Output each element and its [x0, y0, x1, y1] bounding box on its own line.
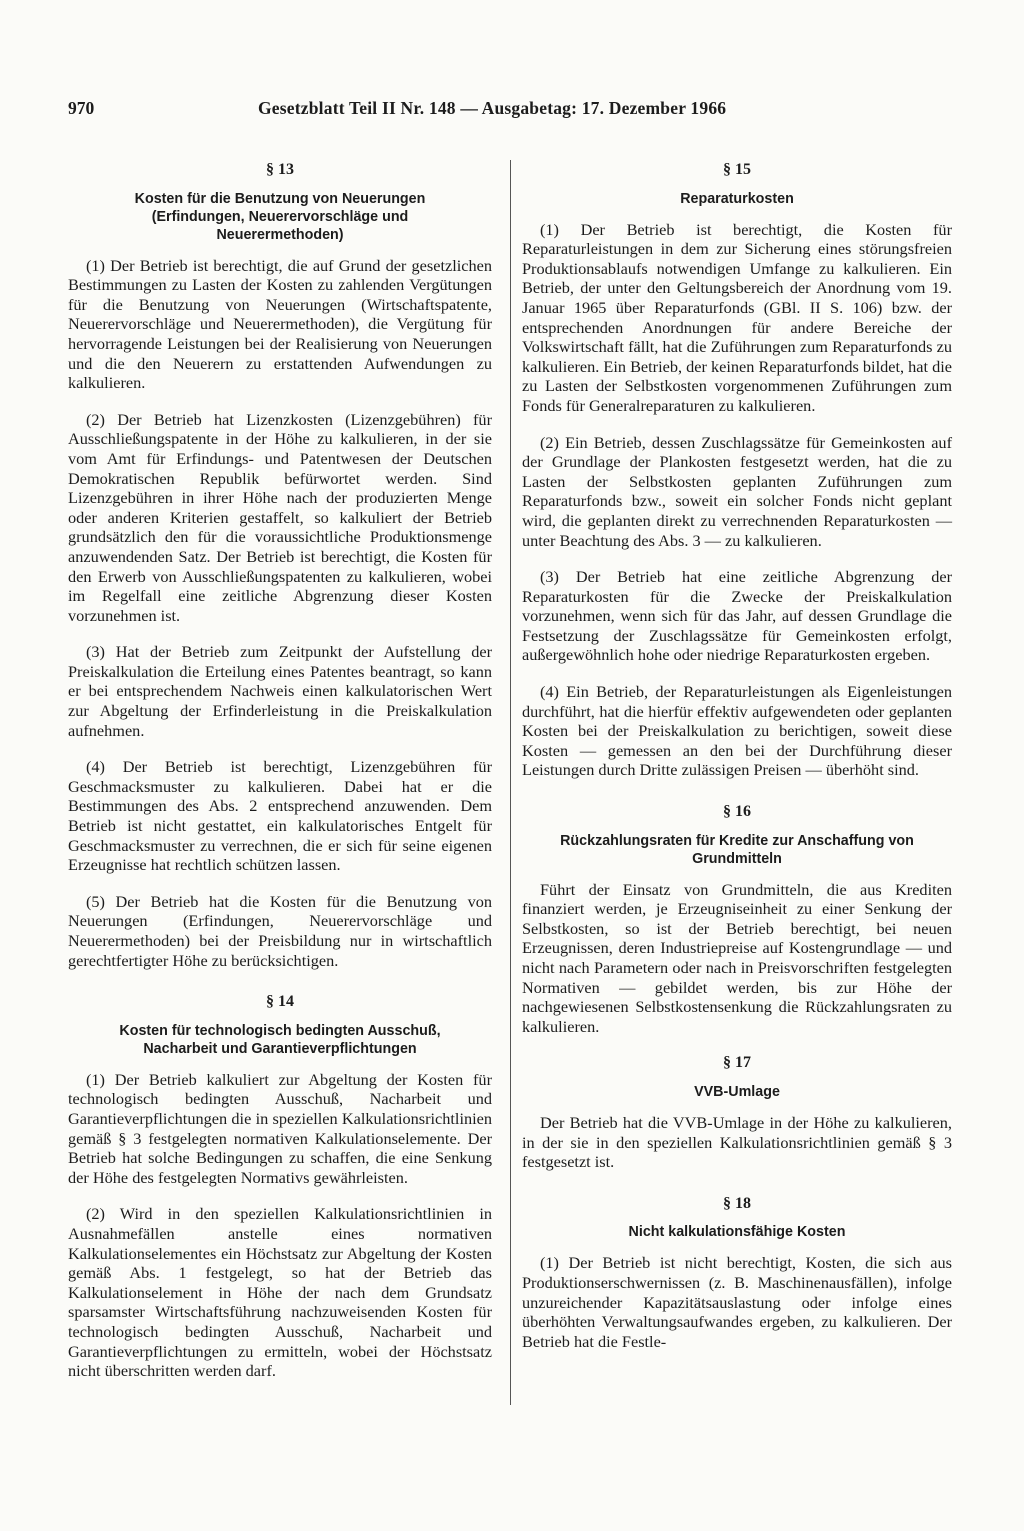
section-13-paragraph-2: (2) Der Betrieb hat Lizenzkosten (Lizenzgebühren) für Ausschließungspatente in der Höhe zu kalkulieren, in der sie vom Amt für Erfindungs- und Patentwesen der Deutschen Demokratischen Republik befürwortet werden. Sind Lizenzgebühren in ihrer Höhe nach der produzierten Menge oder anderen Kriterien gestaffelt, so kalkuliert der Betrieb grundsätzlich den für die voraussichtliche Produktionsmenge anzuwendenden Satz. Der Betrieb ist berechtigt, die Kosten für den Erwerb von Ausschließungspatenten zu kalkulieren, wobei im Regelfall eine zeitliche Abgrenzung dieser Kosten vorzunehmen ist.: [68, 409, 492, 625]
section-16-number: § 16: [723, 803, 751, 821]
column-divider: [510, 160, 511, 1405]
section-17-number: § 17: [723, 1054, 751, 1072]
section-15-paragraph-4: (4) Ein Betrieb, der Reparaturleistungen als Eigenleistungen durchführt, hat die hierfür effektiv aufgewendeten oder geplanten Kosten bei der Preiskalkulation zu berichtigen, soweit diese Kosten — gemessen an den bei der Durchführung dieser Leistungen durch Dritte zulässigen Preisen — überhöht sind.: [522, 682, 952, 780]
section-15-number: § 15: [723, 161, 751, 178]
section-17-paragraph-1: Der Betrieb hat die VVB-Umlage in der Höhe zu kalkulieren, in der sie in den speziellen Kalkulationsrichtlinien gemäß § 3 festgesetzt ist.: [522, 1112, 952, 1172]
running-head: Gesetzblatt Teil II Nr. 148 — Ausgabetag: 17. Dezember 1966: [258, 98, 727, 118]
section-15-title: Reparaturkosten: [680, 190, 794, 207]
section-13-number: § 13: [266, 161, 294, 178]
section-13-paragraph-5: (5) Der Betrieb hat die Kosten für die Benutzung von Neuerungen (Erfindungen, Neuerervorschläge und Neuerermethoden) bei der Preisbildung nur in wirtschaftlich gerechtfertigter Höhe zu berücksichtigen.: [68, 891, 492, 970]
section-13-paragraph-1: (1) Der Betrieb ist berechtigt, die auf Grund der gesetzlichen Bestimmungen zu Lasten der Kosten zu zahlenden Vergütungen für die Benutzung von Neuerungen (Wirtschaftspatente, Neuerervorschläge und Neuerermethoden), die Vergütung für hervorragende Leistungen bei der Realisierung von Neuerungen und die den Neuerern zu erstattenden Aufwendungen zu kalkulieren.: [68, 255, 492, 393]
left-column: [68, 160, 492, 1398]
section-15-paragraph-3: (3) Der Betrieb hat eine zeitliche Abgrenzung der Reparaturkosten für die Zwecke der Preiskalkulation vorzunehmen, wenn sich für das Jahr, auf dessen Grundlage die Festsetzung der Zuschlagssätze für Gemeinkosten erfolgt, außergewöhnlich hohe oder niedrige Reparaturkosten ergeben.: [522, 567, 952, 665]
section-17-title: VVB-Umlage: [694, 1083, 780, 1100]
section-15-paragraph-2: (2) Ein Betrieb, dessen Zuschlagssätze für Gemeinkosten auf der Grundlage der Plankosten festgesetzt werden, hat die zu Lasten der Selbstkosten geplanten Zuführungen zum Reparaturfonds bzw., soweit ein solcher Fonds nicht geplant wird, die geplanten direkt zu verrechnenden Reparaturkosten — unter Beachtung des Abs. 3 — zu kalkulieren.: [522, 432, 952, 550]
section-18-paragraph-1: (1) Der Betrieb ist nicht berechtigt, Kosten, die sich aus Produktionserschwernissen (z. B. Maschinenausfällen), infolge unzureichender Kapazitätsauslastung oder infolge eines überhöhten Verwaltungsaufwandes ergeben, zu kalkulieren. Der Betrieb hat die Festle-: [522, 1253, 952, 1351]
section-13-paragraph-3: (3) Hat der Betrieb zum Zeitpunkt der Aufstellung der Preiskalkulation die Erteilung eines Patentes beantragt, so kann er bei entsprechendem Nachweis einen kalkulatorischen Wert zur Abgeltung der Erfinderleistung in die Preiskalkulation aufnehmen.: [68, 642, 492, 740]
section-18-number: § 18: [723, 1194, 751, 1212]
section-18-title: Nicht kalkulationsfähige Kosten: [628, 1224, 846, 1241]
section-16-title: Rückzahlungsraten für Kredite zur Anschaffung von Grundmitteln: [560, 832, 914, 867]
page-number: 970: [68, 98, 95, 118]
section-13-title: Kosten für die Benutzung von Neuerungen (Erfindungen, Neuerervorschläge und Neuerermethoden): [134, 190, 426, 243]
page-header: [68, 98, 956, 124]
section-15-paragraph-1: (1) Der Betrieb ist berechtigt, die Kosten für Reparaturleistungen in dem zur Sicherung eines störungsfreien Produktionsablaufs notwendigen Umfange zu kalkulieren. Ein Betrieb, der unter den Geltungsbereich der Anordnung vom 19. Januar 1965 über Reparaturfonds (GBl. II S. 106) bzw. der entsprechenden Anordnungen für andere Bereiche der Volkswirtschaft fällt, hat die Zuführungen zum Reparaturfonds zu kalkulieren. Ein Betrieb, der keinen Reparaturfonds bildet, hat die zu Lasten der Selbstkosten vorgenommenen Zuführungen zum Fonds für Generalreparaturen zu kalkulieren.: [522, 219, 952, 415]
section-14-paragraph-2: (2) Wird in den speziellen Kalkulationsrichtlinien in Ausnahmefällen anstelle eines normativen Kalkulationselementes ein Höchstsatz zur Abgeltung der Kosten gemäß Abs. 1 festgelegt, so hat der Betrieb das Kalkulationselement in Höhe der nach dem Grundsatz sparsamster Wirtschaftsführung nachzuweisenden Kosten für technologisch bedingten Ausschuß, Nacharbeit und Garantieverpflichtungen zu ermitteln, wobei der Höchstsatz nicht überschritten werden darf.: [68, 1204, 492, 1381]
right-column: [522, 160, 952, 1368]
section-13-paragraph-4: (4) Der Betrieb ist berechtigt, Lizenzgebühren für Geschmacksmuster zu kalkulieren. Dabei hat er die Bestimmungen des Abs. 2 entsprechend anzuwenden. Dem Betrieb ist nicht gestattet, ein kalkulatorisches Entgelt für Geschmacksmuster zu verrechnen, die er sich für seine eigenen Erzeugnisse hat rechtlich schützen lassen.: [68, 757, 492, 875]
section-14-number: § 14: [266, 993, 294, 1011]
section-16-paragraph-1: Führt der Einsatz von Grundmitteln, die aus Krediten finanziert werden, je Erzeugniseinheit zu einer Senkung der Selbstkosten, so ist der Betrieb berechtigt, bei neuen Erzeugnissen, deren Industriepreise auf Kostengrundlage — und nicht nach Parametern oder nach in Preisvorschriften festgelegten Normativen — gebildet werden, bis zur Höhe der nachgewiesenen Selbstkostensenkung die Rückzahlungsraten zu kalkulieren.: [522, 879, 952, 1036]
section-14-paragraph-1: (1) Der Betrieb kalkuliert zur Abgeltung der Kosten für technologisch bedingten Ausschuß, Nacharbeit und Garantieverpflichtungen die in speziellen Kalkulationsrichtlinien gemäß § 3 festgelegten normativen Kalkulationselemente. Der Betrieb hat solche Bedingungen zu schaffen, die eine Senkung der Höhe des festgelegten Normativs gewährleisten.: [68, 1069, 492, 1187]
section-14-title: Kosten für technologisch bedingten Ausschuß, Nacharbeit und Garantieverpflichtungen: [119, 1022, 441, 1057]
